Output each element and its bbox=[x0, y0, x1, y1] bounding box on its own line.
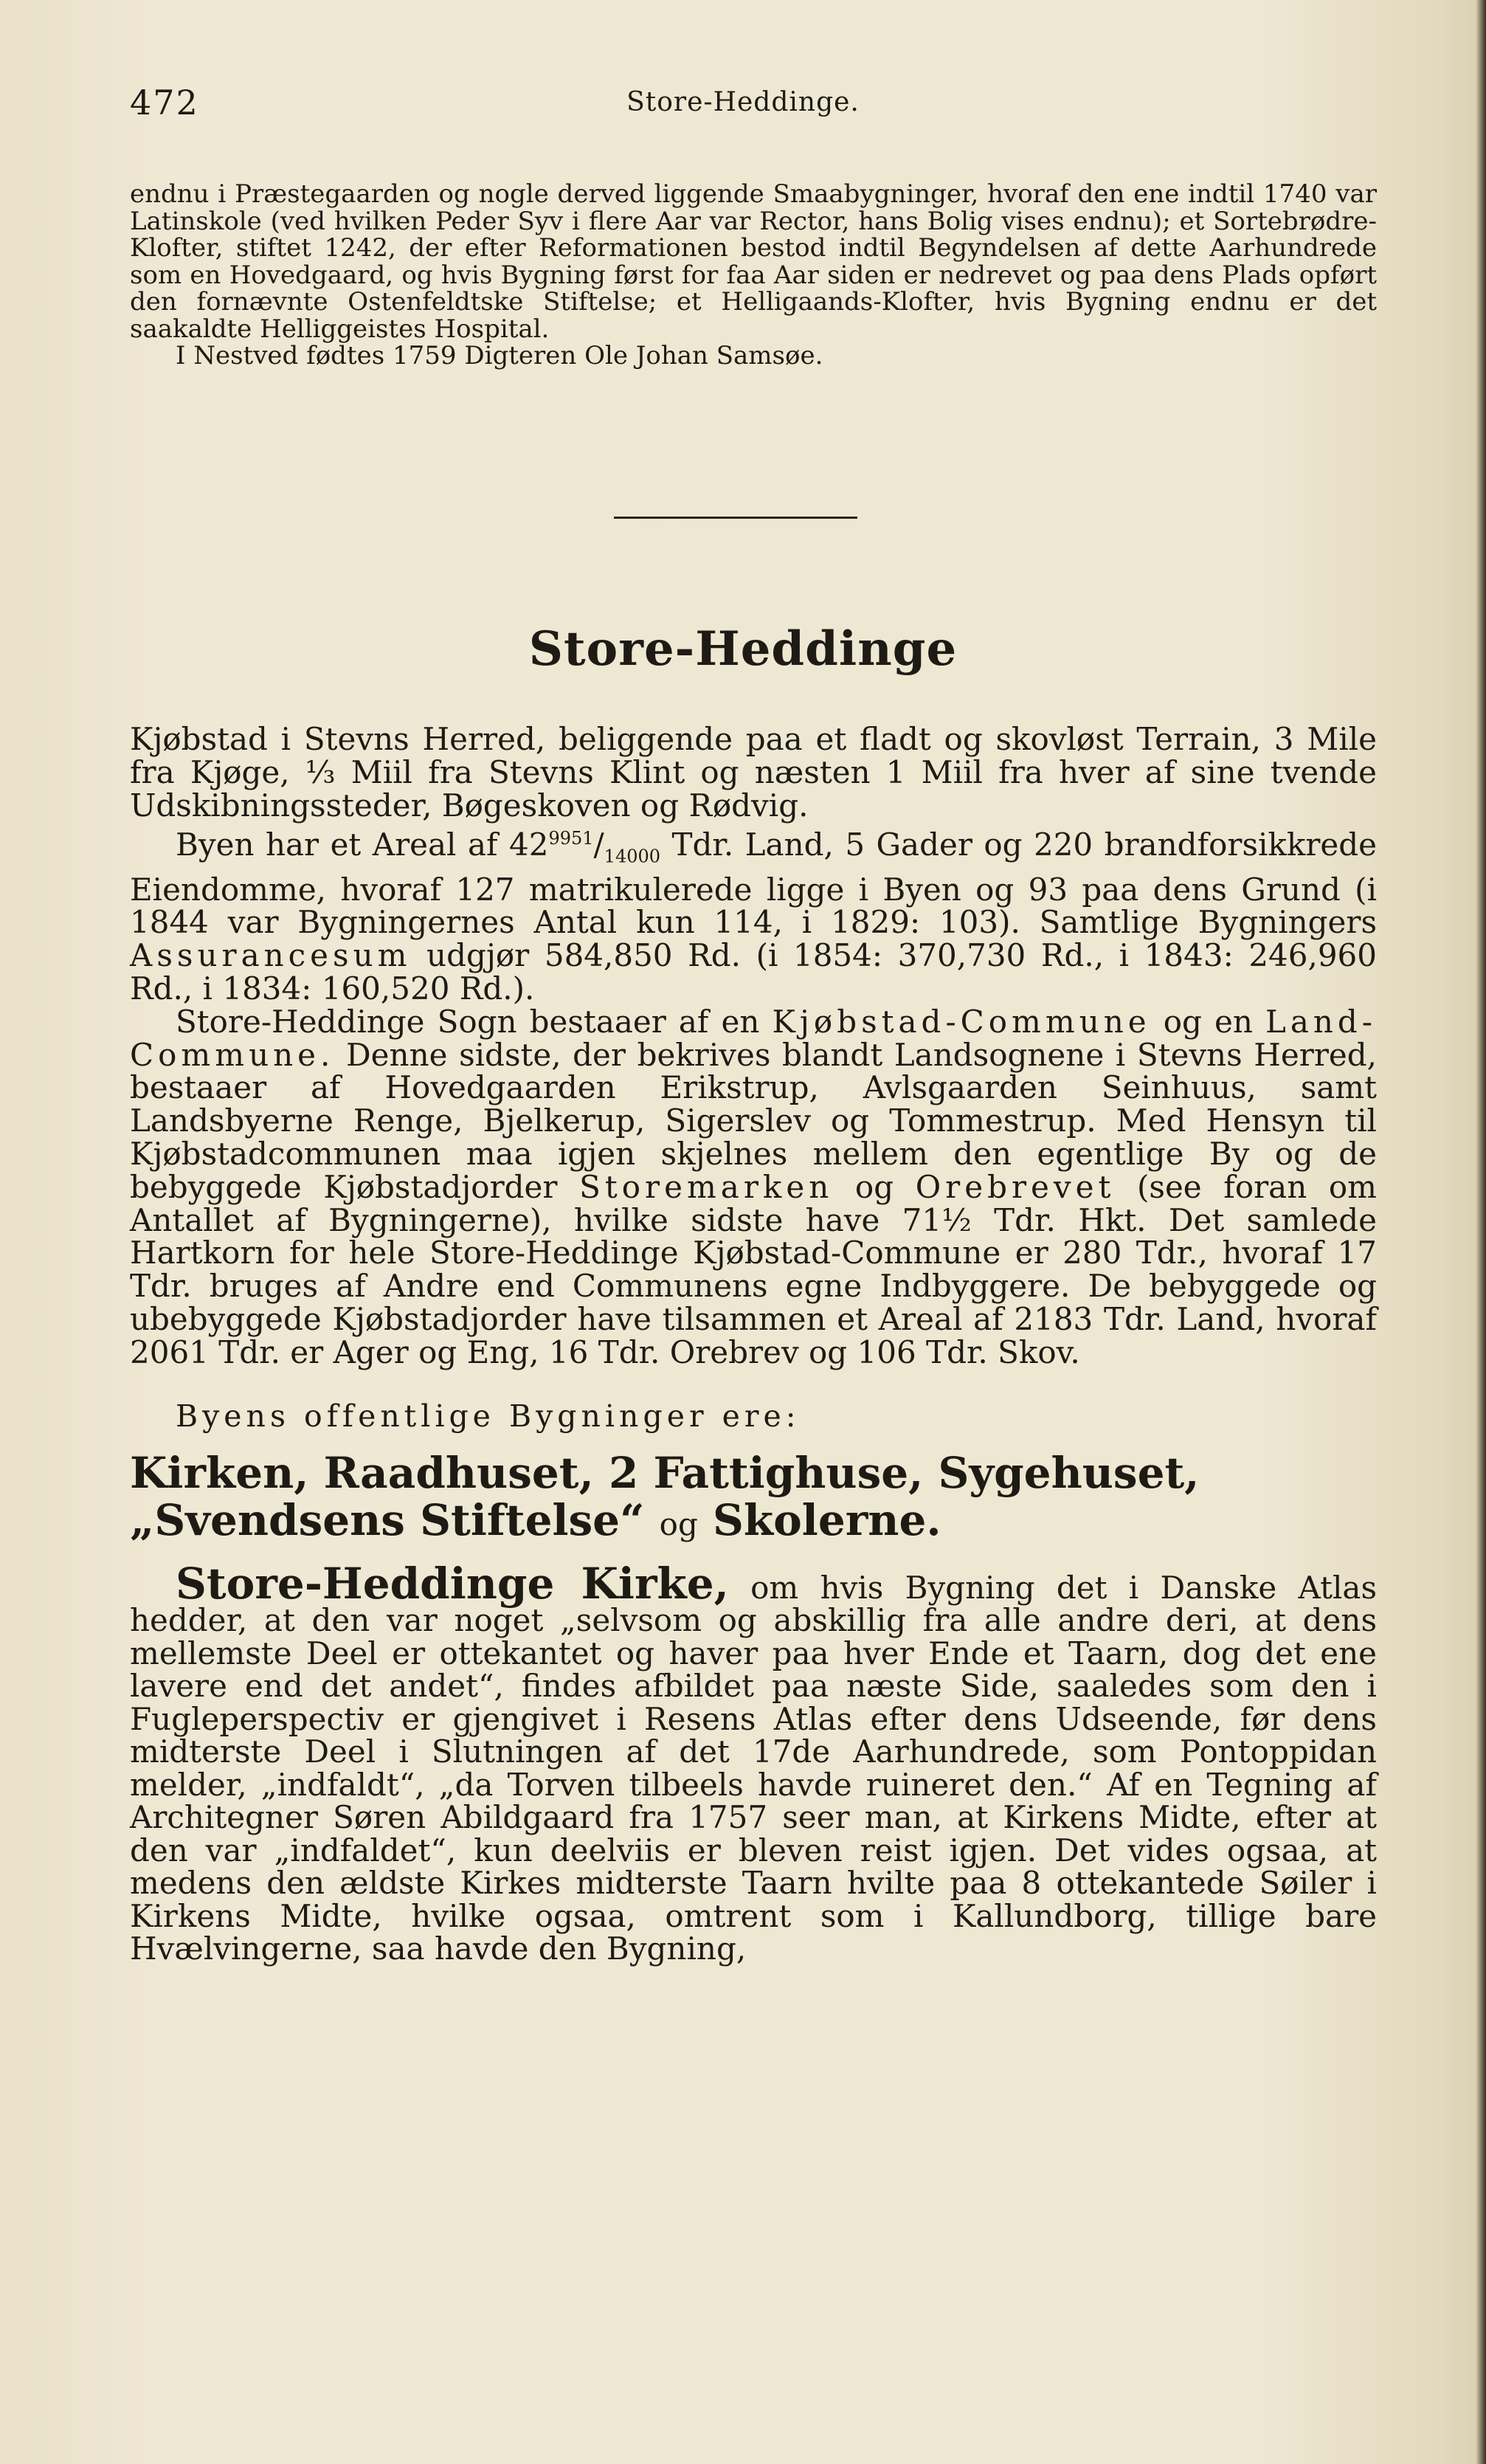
commune-b: og en bbox=[1150, 1003, 1265, 1040]
area-end: udgjør 584,850 Rd. (i 1854: 370,730 Rd., i 1843: 246,960 Rd., i 1834: 160,520 Rd.). bbox=[130, 937, 1377, 1007]
subhead-connector: og bbox=[659, 1505, 698, 1542]
assurance-term: Assurancesum bbox=[130, 937, 412, 974]
commune-c: Denne sidste, der bekrives blandt Landsognene i Stevns Herred, bestaaer af Hovedgaarden Erikstrup, Avlsgaarden Seinhuus, samt Landsbyerne Renge, Bjelkerup, Sigerslev og Tommestrup. Med Hensyn til Kjøbstadcommunen maa igjen skjelnes mellem den egentlige By og de bebyggede Kjøbstadjorder bbox=[130, 1036, 1377, 1205]
term-orebrevet: Orebrevet bbox=[915, 1168, 1116, 1205]
term-kjobstad-commune: Kjøbstad-Commune bbox=[772, 1003, 1151, 1040]
section-divider bbox=[614, 517, 857, 519]
section-title: Store-Heddinge bbox=[528, 621, 958, 677]
subhead-text: Kirken, Raadhuset, 2 Fattighuse, Sygehuset, „Svendsens Stiftelse“ bbox=[130, 1447, 1200, 1545]
commune-a: Store-Heddinge Sogn bestaaer af en bbox=[176, 1003, 773, 1040]
church-text: om hvis Bygning det i Danske Atlas hedder, at den var noget „selvsom og abskillig fra alle andre deri, at dens mellemste Deel er ottekantet og haver paa hver Ende et Taarn, dog det ene lavere end det andet“, findes afbildet paa næste Side, saaledes som den i Fugleperspectiv er gjengivet i Resens Atlas efter dens Udseende, før dens midterste Deel i Slutningen af det 17de Aarhundrede, som Pontoppidan melder, „indfaldt“, „da Torven tilbeels havde ruineret den.“ Af en Tegning af Architegner Søren Abildgaard fra 1757 seer man, at Kirkens Midte, efter at den var „indfaldet“, kun deelviis er bleven reist igjen. Det vides ogsaa, at medens den ældste Kirkes midterste Taarn hvilte paa 8 ottekantede Søiler i Kirkens Midte, hvilke ogsaa, omtrent som i Kallundborg, tillige bare Hvælvingerne, saa havde den Bygning, bbox=[130, 1569, 1377, 1967]
public-buildings-text: Byens offentlige Bygninger ere: bbox=[176, 1398, 801, 1434]
area-fraction-slash: / bbox=[593, 826, 604, 863]
area-start: Byen har et Areal af 42 bbox=[176, 826, 549, 863]
area-rest: Tdr. Land, 5 Gader og 220 brandforsikkrede Eiendomme, hvoraf 127 matrikulerede ligge i Byen og 93 paa dens Grund (i 1844 var Bygningernes Antal kun 114, i 1829: 103). Samtlige Bygningers bbox=[130, 826, 1378, 941]
paragraph-location: Kjøbstad i Stevns Herred, beliggende paa et fladt og skovløst Terrain, 3 Mile fra Kjøge, ⅓ Miil fra Stevns Klint og næsten 1 Miil fra hver af sine tvende Udskibningssteder, Bøgeskoven og Rødvig. bbox=[130, 721, 1377, 824]
carryover-paragraph: endnu i Præstegaarden og nogle derved liggende Smaabygninger, hvoraf den ene indtil 1740 var Latinskole (ved hvilken Peder Syv i flere Aar var Rector, hans Bolig vises endnu); et Sortebrødre-Klofter, stiftet 1242, der efter Reformationen bestod indtil Begyndelsen af dette Aarhundrede som en Hovedgaard, og hvis Bygning først for faa Aar siden er nedrevet og paa dens Plads opført den fornævnte Ostenfeldtske Stiftelse; et Helligaands-Klofter, hvis Bygning endnu er det saakaldte Helliggeistes Hospital. bbox=[130, 179, 1377, 344]
commune-d: og bbox=[833, 1168, 916, 1205]
paragraph-church bbox=[130, 1558, 1377, 1967]
running-head: Store-Heddinge. bbox=[626, 87, 860, 117]
paragraph-area bbox=[130, 822, 1377, 1005]
section-body bbox=[130, 723, 1377, 1966]
church-lead: Store-Heddinge Kirke, bbox=[176, 1558, 729, 1609]
area-fraction-denominator: 14000 bbox=[604, 846, 661, 867]
page-number: 472 bbox=[130, 83, 199, 122]
buildings-subhead bbox=[130, 1449, 1377, 1548]
term-land-commune: Land-Commune. bbox=[130, 1003, 1377, 1073]
term-storemarken: Storemarken bbox=[579, 1168, 834, 1205]
paragraph-commune bbox=[130, 1003, 1378, 1370]
carryover-note: I Nestved fødtes 1759 Digteren Ole Johan Samsøe. bbox=[176, 341, 823, 370]
area-fraction-numerator: 9951 bbox=[548, 828, 594, 849]
subhead-end: Skolerne. bbox=[713, 1494, 941, 1545]
public-buildings-label bbox=[130, 1399, 1377, 1433]
commune-e: (see foran om Antallet af Bygningerne), hvilke sidste have 71½ Tdr. Hkt. Det samlede Hartkorn for hele Store-Heddinge Kjøbstad-Commune er 280 Tdr., hvoraf 17 Tdr. bruges af Andre end Communens egne Indbyggere. De bebyggede og ubebyggede Kjøbstadjorder have tilsammen et Areal af 2183 Tdr. Land, hvoraf 2061 Tdr. er Ager og Eng, 16 Tdr. Orebrev og 106 Tdr. Skov. bbox=[130, 1168, 1378, 1370]
carryover-block bbox=[130, 181, 1377, 370]
page-edge-shadow bbox=[1476, 0, 1486, 2464]
